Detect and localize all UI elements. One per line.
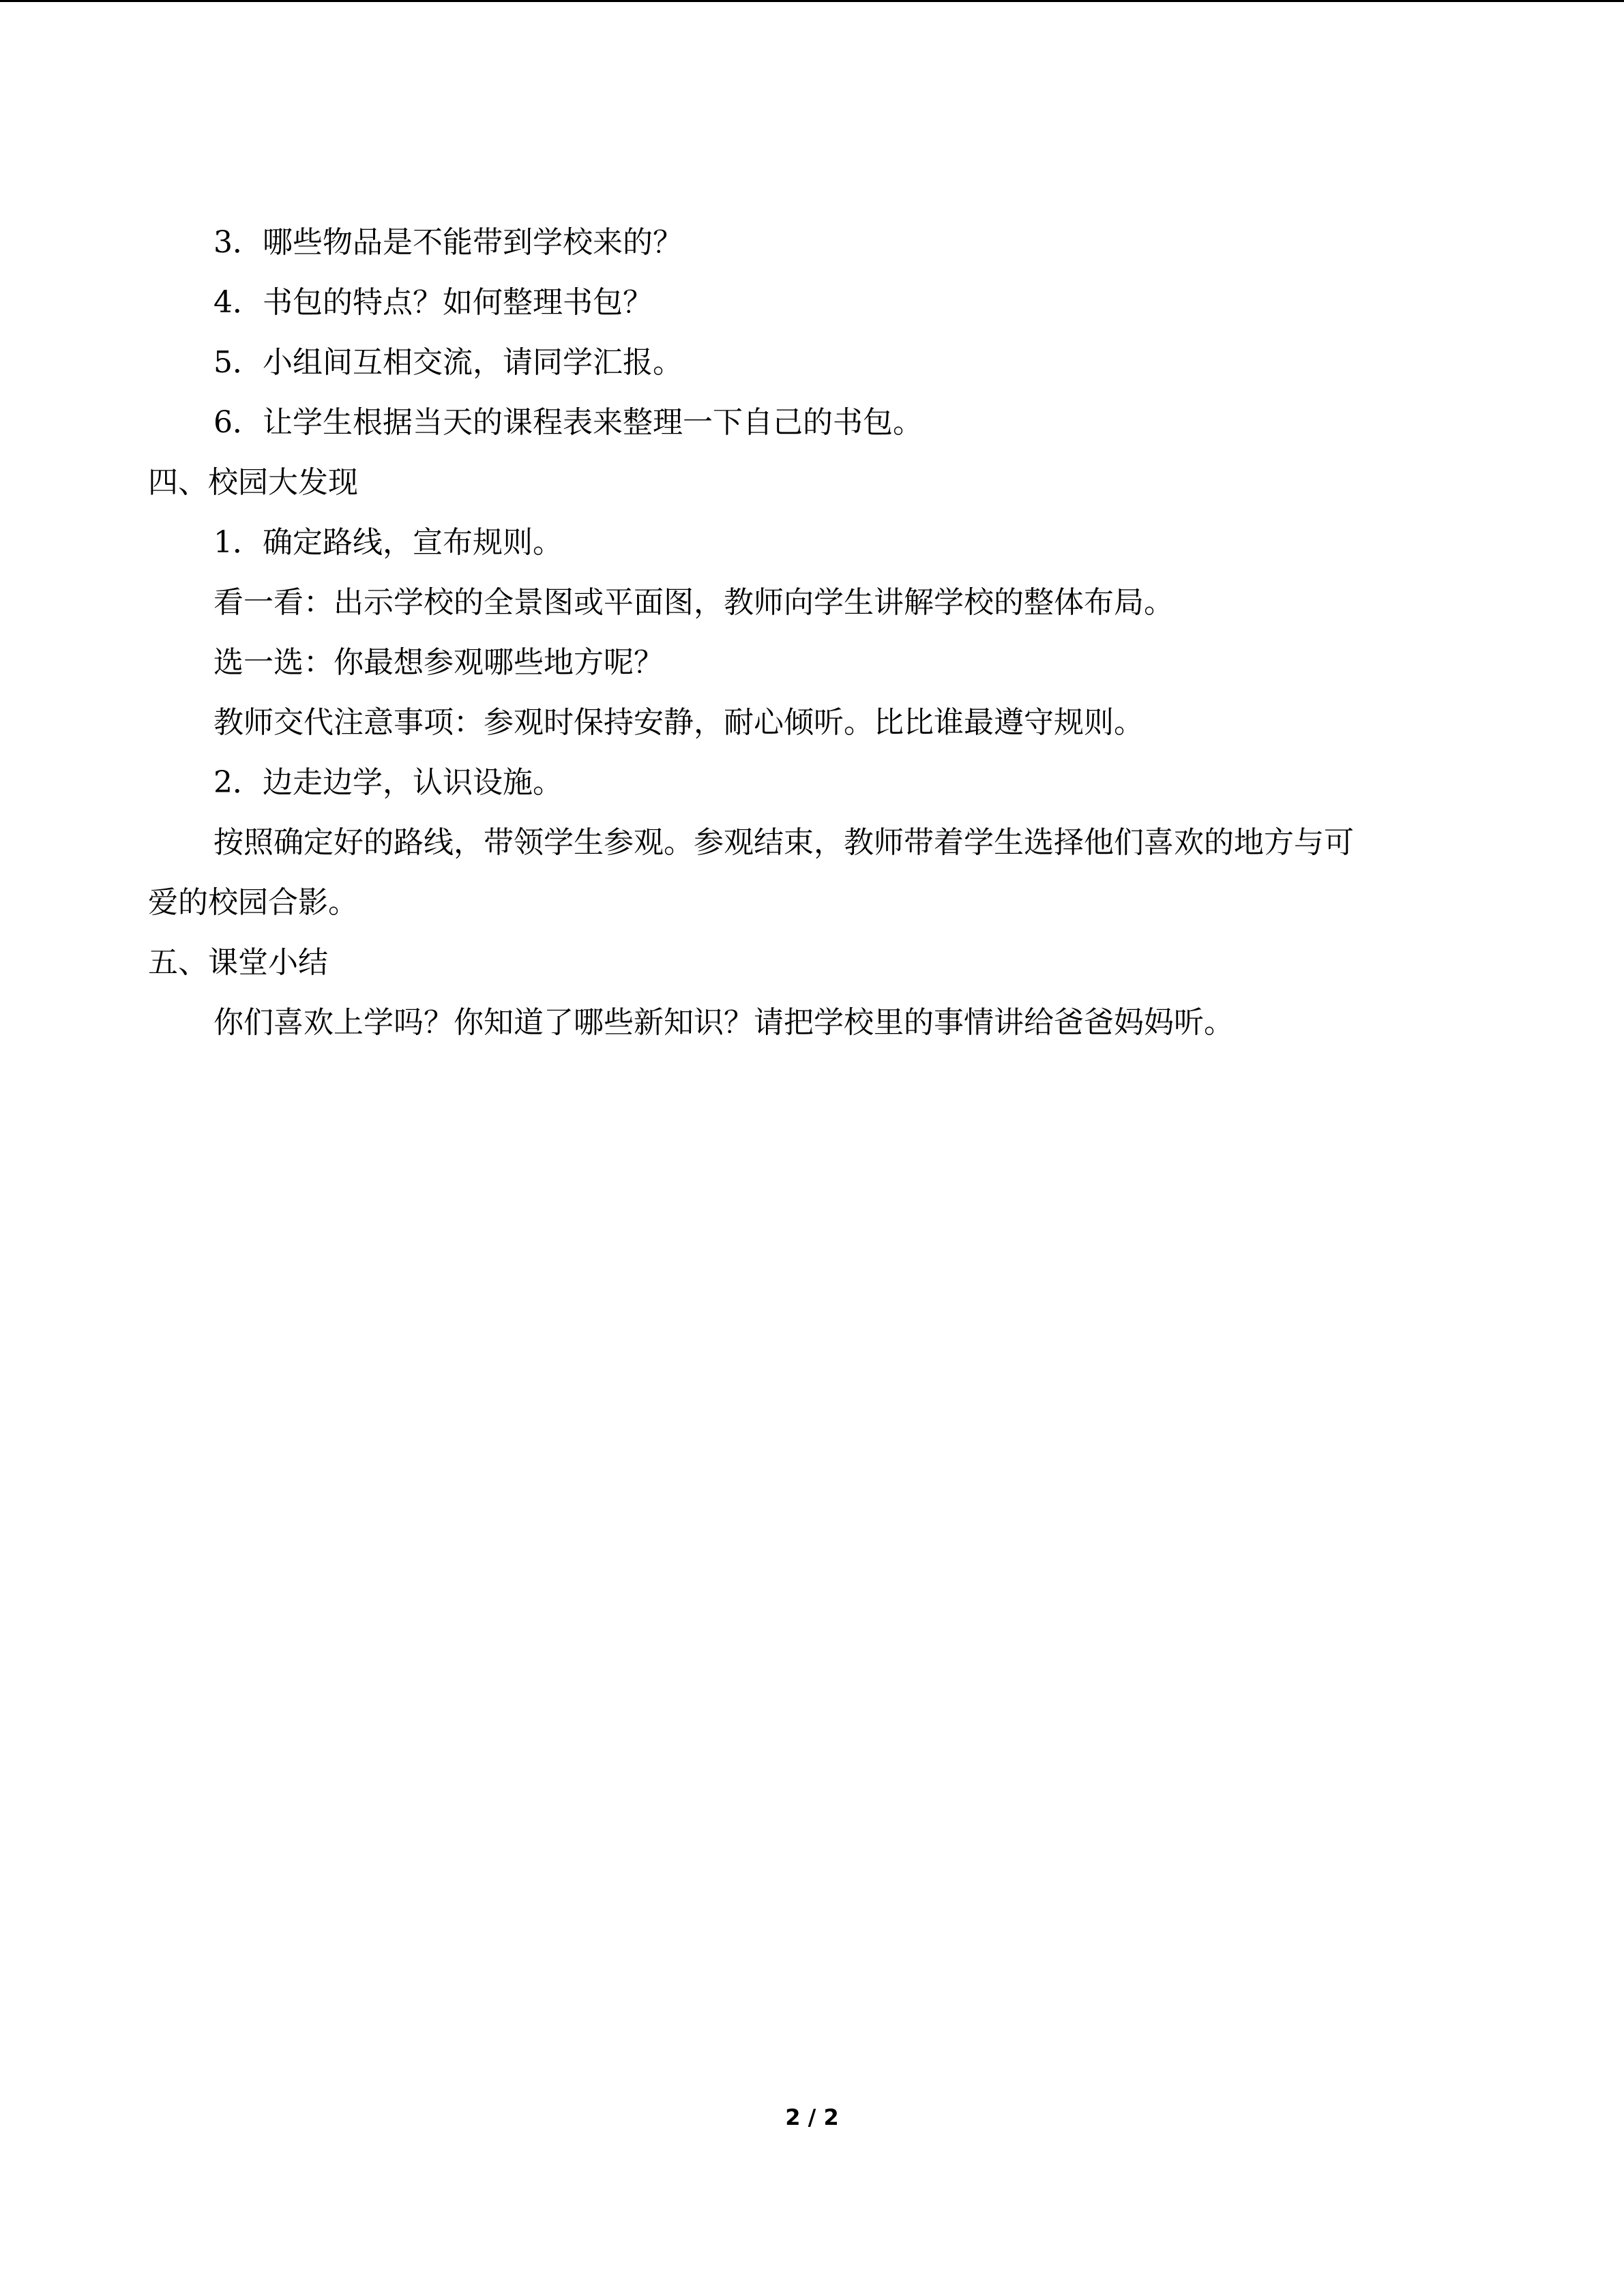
section-heading-4: 四、校园大发现: [148, 465, 358, 500]
paragraph-visit: 按照确定好的路线，带领学生参观。参观结束，教师带着学生选择他们喜欢的地方与可: [213, 825, 1354, 860]
paragraph-notes: 教师交代注意事项：参观时保持安静，耐心倾听。比比谁最遵守规则。: [213, 705, 1144, 740]
paragraph-summary: 你们喜欢上学吗？你知道了哪些新知识？请把学校里的事情讲给爸爸妈妈听。: [213, 1005, 1234, 1040]
page-number: 2 / 2: [785, 2104, 839, 2130]
list-item-6: 6．让学生根据当天的课程表来整理一下自己的书包。: [213, 405, 923, 440]
list-item-route: 1．确定路线，宣布规则。: [213, 525, 563, 560]
list-item-5: 5．小组间互相交流，请同学汇报。: [213, 345, 683, 380]
paragraph-look: 看一看：出示学校的全景图或平面图，教师向学生讲解学校的整体布局。: [213, 585, 1174, 620]
section-heading-5: 五、课堂小结: [148, 945, 328, 980]
list-item-4: 4．书包的特点？如何整理书包？: [213, 285, 653, 320]
paragraph-choose: 选一选：你最想参观哪些地方呢？: [213, 645, 664, 680]
list-item-walk: 2．边走边学，认识设施。: [213, 765, 563, 800]
page-top-border: [0, 0, 1624, 2]
list-item-3: 3．哪些物品是不能带到学校来的？: [213, 225, 683, 260]
paragraph-visit-continued: 爱的校园合影。: [148, 885, 358, 920]
document-body: [148, 213, 1458, 1053]
